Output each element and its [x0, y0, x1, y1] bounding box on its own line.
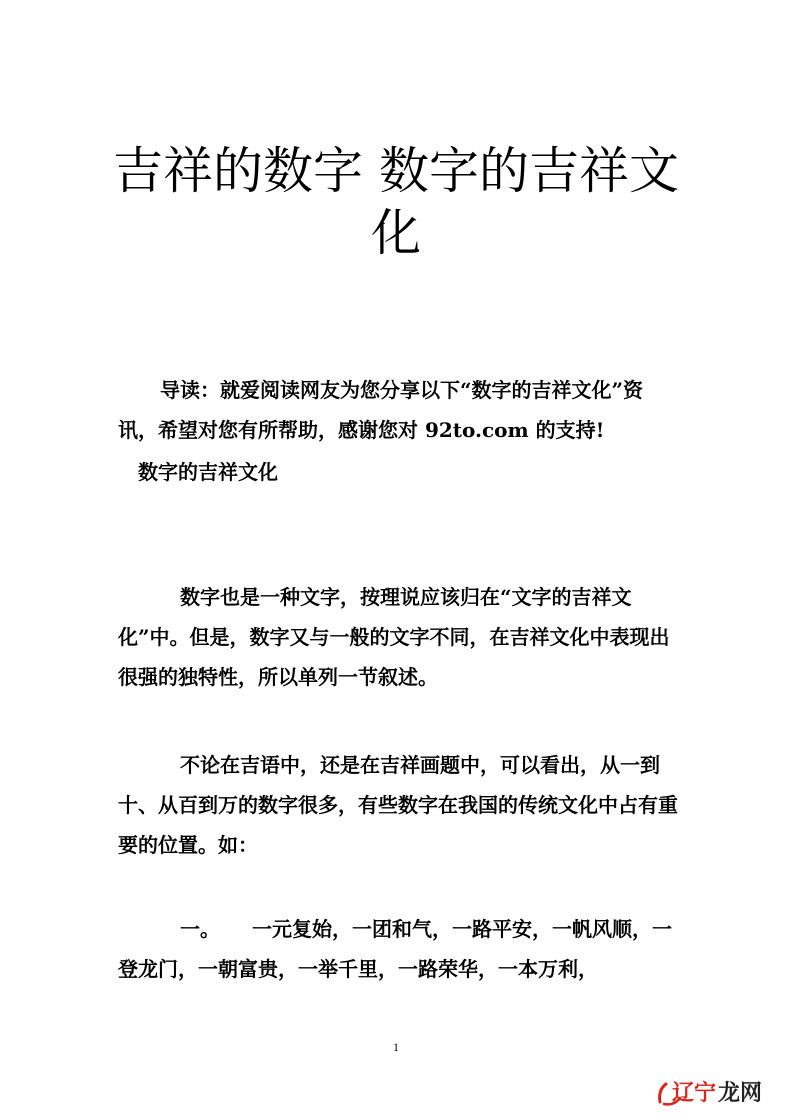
subheading: 数字的吉祥文化 — [138, 460, 278, 484]
body-paragraph-3 — [118, 909, 678, 989]
list-text: 一元复始，一团和气，一路平安，一帆风顺，一登龙门，一朝富贵，一举千里，一路荣华，一本万利， — [118, 917, 672, 981]
intro-paragraph: 导读：就爱阅读网友为您分享以下“数字的吉祥文化”资讯，希望对您有所帮助，感谢您对 92to.com 的支持! — [118, 378, 644, 442]
page-number: 1 — [393, 1040, 399, 1054]
body-paragraph-1: 数字也是一种文字，按理说应该归在“文字的吉祥文化”中。但是，数字又与一般的文字不同，在吉祥文化中表现出很强的独特性，所以单列一节叙述。 — [118, 585, 670, 689]
body-paragraph-2: 不论在吉语中，还是在吉祥画题中，可以看出，从一到十、从百到万的数字很多，有些数字在我国的传统文化中占有重要的位置。如： — [118, 753, 678, 857]
watermark-logo-icon — [656, 1076, 766, 1108]
document-title — [100, 140, 692, 264]
svg-text:辽宁: 辽宁 — [672, 1081, 717, 1106]
svg-text:龙网: 龙网 — [718, 1081, 763, 1106]
title-line-2: 化 — [371, 204, 421, 262]
site-watermark-logo — [656, 1076, 766, 1108]
list-marker: 一。 — [180, 917, 220, 941]
title-line-1: 吉祥的数字 数字的吉祥文 — [113, 142, 679, 200]
